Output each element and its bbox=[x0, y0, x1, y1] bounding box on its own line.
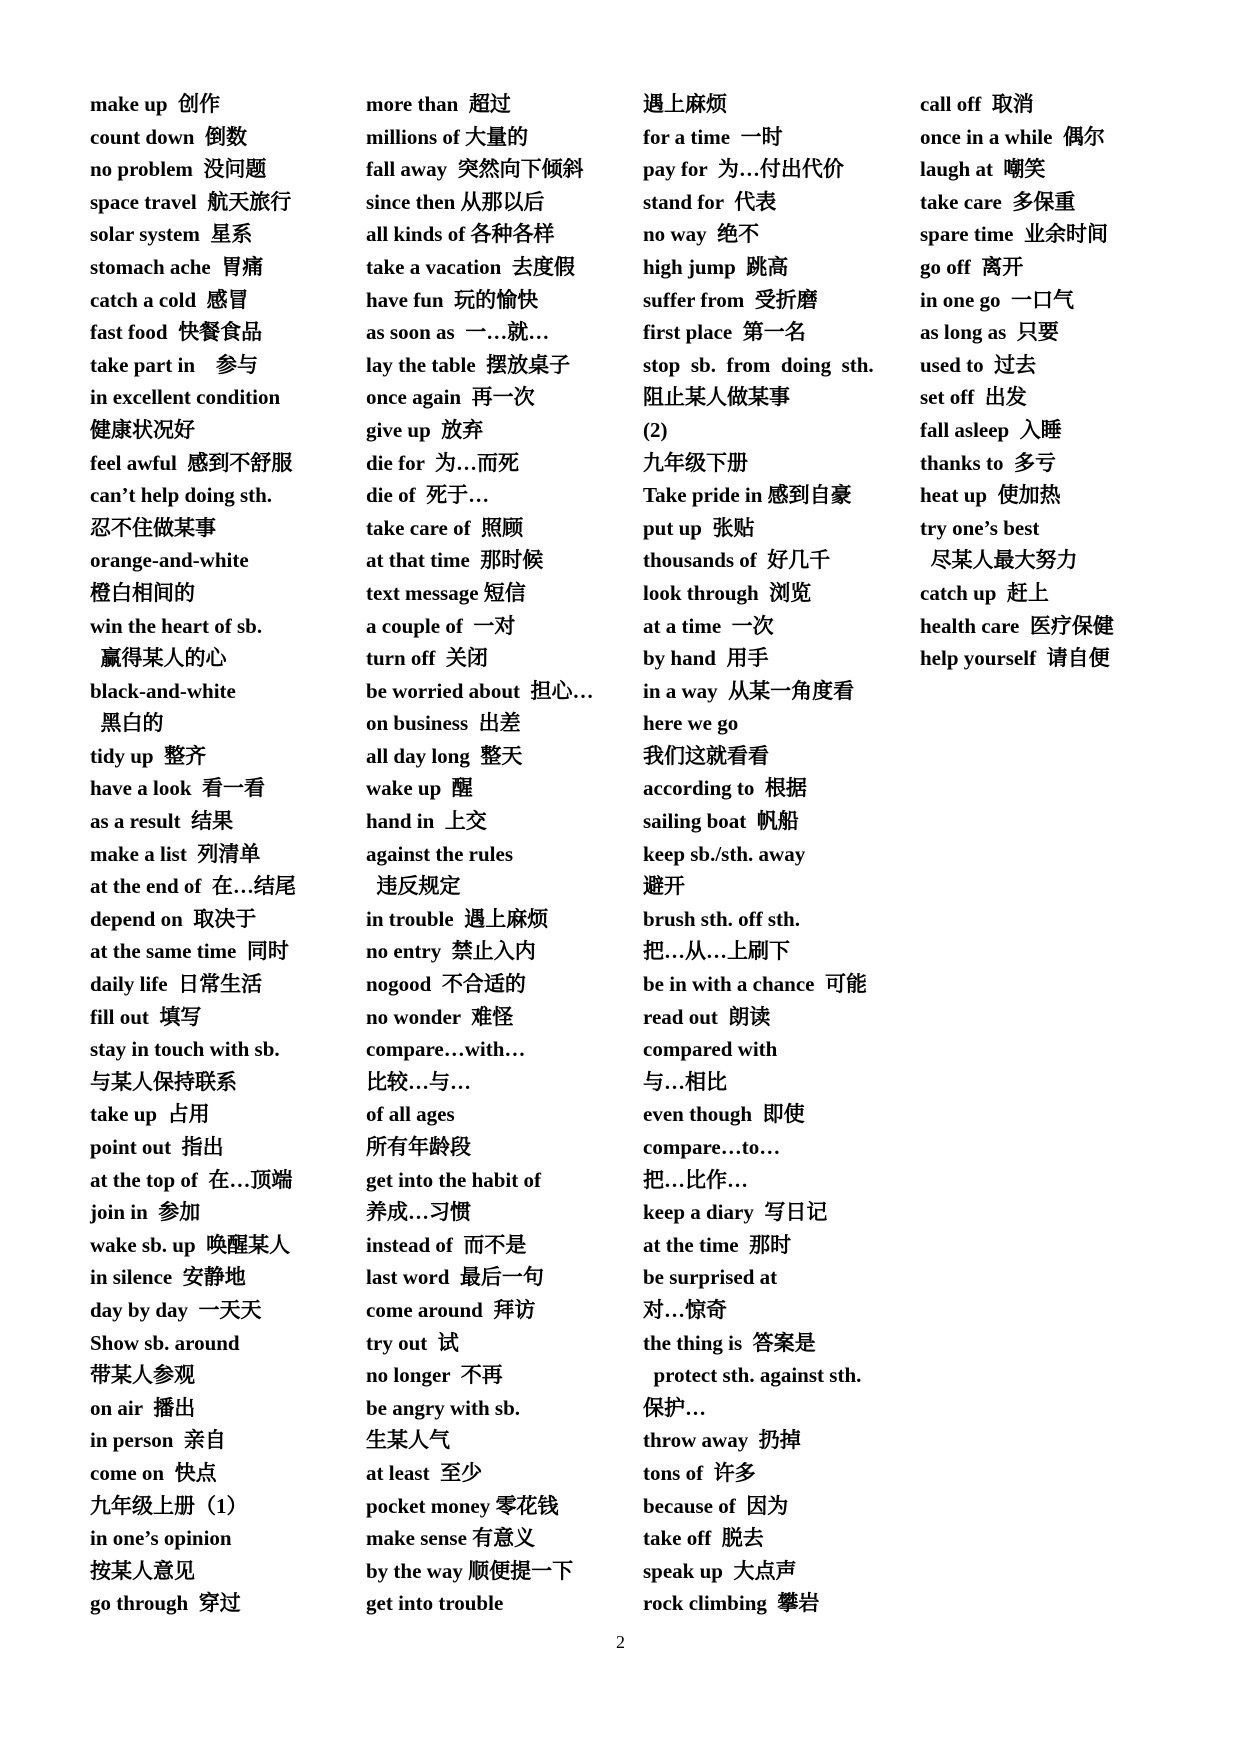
vocab-line: fast food 快餐食品 bbox=[90, 320, 263, 345]
vocab-line: laugh at 嘲笑 bbox=[920, 157, 1046, 182]
vocab-line: come on 快点 bbox=[90, 1460, 217, 1485]
vocab-line: count down 倒数 bbox=[90, 124, 247, 149]
vocab-line: (2) bbox=[643, 417, 668, 442]
vocab-line: no longer 不再 bbox=[366, 1363, 503, 1388]
vocab-line: wake up 醒 bbox=[366, 776, 473, 801]
vocab-line: 把…比作… bbox=[643, 1167, 748, 1192]
vocab-line: be in with a chance 可能 bbox=[643, 972, 868, 997]
vocab-line: compare…to… bbox=[643, 1135, 781, 1159]
vocab-line: be surprised at bbox=[643, 1265, 778, 1290]
vocab-line: take up 占用 bbox=[90, 1102, 210, 1127]
vocab-line: 赢得某人的心 bbox=[90, 646, 227, 671]
vocabulary-column-2 bbox=[366, 88, 636, 1620]
vocab-line: 避开 bbox=[643, 874, 685, 899]
vocab-line: 橙白相间的 bbox=[90, 580, 195, 605]
vocab-line: pay for 为…付出代价 bbox=[643, 157, 844, 182]
vocab-line: look through 浏览 bbox=[643, 580, 812, 605]
vocab-line: get into the habit of bbox=[366, 1167, 541, 1192]
vocab-line: nogood 不合适的 bbox=[366, 972, 526, 997]
vocab-line: in excellent condition bbox=[90, 385, 281, 410]
page-number: 2 bbox=[616, 1632, 625, 1652]
vocab-line: solar system 星系 bbox=[90, 222, 253, 247]
vocab-line: brush sth. off sth. bbox=[643, 906, 800, 931]
vocab-line: all kinds of 各种各样 bbox=[366, 222, 555, 247]
vocab-line: turn off 关闭 bbox=[366, 646, 488, 671]
vocab-line: at that time 那时候 bbox=[366, 548, 544, 573]
vocab-line: can’t help doing sth. bbox=[90, 483, 273, 508]
vocab-line: 九年级上册（1） bbox=[90, 1493, 248, 1518]
vocab-line: be worried about 担心… bbox=[366, 678, 594, 703]
vocab-line: for a time 一时 bbox=[643, 124, 783, 149]
vocab-line: go off 离开 bbox=[920, 254, 1024, 279]
vocab-line: give up 放弃 bbox=[366, 417, 484, 442]
vocab-line: 与…相比 bbox=[643, 1069, 727, 1094]
vocab-line: throw away 扔掉 bbox=[643, 1428, 801, 1453]
vocab-line: as soon as 一…就… bbox=[366, 320, 550, 345]
vocab-line: as a result 结果 bbox=[90, 809, 234, 834]
vocab-line: take care of 照顾 bbox=[366, 515, 524, 540]
vocab-line: feel awful 感到不舒服 bbox=[90, 450, 293, 475]
vocab-line: fall away 突然向下倾斜 bbox=[366, 157, 584, 182]
vocab-line: speak up 大点声 bbox=[643, 1558, 797, 1583]
vocab-line: of all ages bbox=[366, 1102, 455, 1127]
vocab-line: set off 出发 bbox=[920, 385, 1027, 410]
vocab-line: here we go bbox=[643, 711, 739, 736]
vocab-line: join in 参加 bbox=[90, 1200, 201, 1225]
vocab-line: pocket money 零花钱 bbox=[366, 1493, 559, 1518]
vocab-line: tons of 许多 bbox=[643, 1460, 756, 1485]
vocab-line: stay in touch with sb. bbox=[90, 1037, 280, 1062]
vocab-line: on business 出差 bbox=[366, 711, 521, 736]
vocab-line: in one’s opinion bbox=[90, 1526, 232, 1551]
vocab-line: first place 第一名 bbox=[643, 320, 806, 345]
vocab-line: sailing boat 帆船 bbox=[643, 809, 799, 834]
vocab-line: have fun 玩的愉快 bbox=[366, 287, 539, 312]
vocab-line: 我们这就看看 bbox=[643, 743, 769, 768]
vocab-line: according to 根据 bbox=[643, 776, 807, 801]
vocab-line: because of 因为 bbox=[643, 1493, 789, 1518]
vocab-line: at the top of 在…顶端 bbox=[90, 1167, 293, 1192]
vocab-line: more than 超过 bbox=[366, 92, 511, 116]
vocab-line: space travel 航天旅行 bbox=[90, 189, 292, 214]
vocab-line: fill out 填写 bbox=[90, 1004, 202, 1029]
vocab-line: instead of 而不是 bbox=[366, 1232, 527, 1257]
vocab-line: daily life 日常生活 bbox=[90, 972, 263, 997]
vocab-line: lay the table 摆放桌子 bbox=[366, 352, 571, 377]
vocab-line: have a look 看一看 bbox=[90, 776, 266, 801]
vocab-line: a couple of 一对 bbox=[366, 613, 516, 638]
vocab-line: read out 朗读 bbox=[643, 1004, 771, 1029]
vocab-line: health care 医疗保健 bbox=[920, 613, 1114, 638]
vocab-line: by hand 用手 bbox=[643, 646, 769, 671]
vocab-line: no wonder 难怪 bbox=[366, 1004, 514, 1029]
vocab-line: in one go 一口气 bbox=[920, 287, 1075, 312]
vocab-line: Show sb. around bbox=[90, 1330, 240, 1355]
vocab-line: no entry 禁止入内 bbox=[366, 939, 536, 964]
vocab-line: spare time 业余时间 bbox=[920, 222, 1109, 247]
vocab-line: hand in 上交 bbox=[366, 809, 487, 834]
vocab-line: stand for 代表 bbox=[643, 189, 777, 214]
vocab-line: win the heart of sb. bbox=[90, 613, 263, 638]
vocab-line: 所有年龄段 bbox=[366, 1135, 471, 1159]
vocab-line: 违反规定 bbox=[366, 874, 461, 899]
vocab-line: point out 指出 bbox=[90, 1135, 224, 1159]
vocab-line: 黑白的 bbox=[90, 711, 164, 736]
vocab-line: take care 多保重 bbox=[920, 189, 1076, 214]
vocab-line: by the way 顺便提一下 bbox=[366, 1558, 574, 1583]
vocab-line: take a vacation 去度假 bbox=[366, 254, 575, 279]
vocab-line: once in a while 偶尔 bbox=[920, 124, 1105, 149]
vocab-line: wake sb. up 唤醒某人 bbox=[90, 1232, 291, 1257]
vocab-line: thousands of 好几千 bbox=[643, 548, 831, 573]
vocab-line: make sense 有意义 bbox=[366, 1526, 536, 1551]
vocab-line: at the time 那时 bbox=[643, 1232, 792, 1257]
vocab-line: 对…惊奇 bbox=[643, 1297, 727, 1322]
vocab-line: orange-and-white bbox=[90, 548, 249, 573]
vocab-line: take off 脱去 bbox=[643, 1526, 764, 1551]
vocab-line: at a time 一次 bbox=[643, 613, 774, 638]
vocab-line: try one’s best bbox=[920, 515, 1040, 540]
vocab-line: die for 为…而死 bbox=[366, 450, 520, 475]
vocab-line: be angry with sb. bbox=[366, 1395, 521, 1420]
vocab-line: compare…with… bbox=[366, 1037, 526, 1062]
vocab-line: all day long 整天 bbox=[366, 743, 523, 768]
vocab-line: 尽某人最大努力 bbox=[920, 548, 1078, 573]
vocab-line: keep a diary 写日记 bbox=[643, 1200, 828, 1225]
vocab-line: try out 试 bbox=[366, 1330, 459, 1355]
vocab-line: in trouble 遇上麻烦 bbox=[366, 906, 549, 931]
vocab-line: 比较…与… bbox=[366, 1069, 471, 1094]
vocab-line: make up 创作 bbox=[90, 92, 221, 116]
vocab-line: even though 即使 bbox=[643, 1102, 805, 1127]
vocab-line: at the same time 同时 bbox=[90, 939, 289, 964]
vocab-line: no way 绝不 bbox=[643, 222, 760, 247]
vocab-line: last word 最后一句 bbox=[366, 1265, 544, 1290]
vocab-line: millions of 大量的 bbox=[366, 124, 529, 149]
vocab-line: 按某人意见 bbox=[90, 1558, 195, 1583]
vocab-line: as long as 只要 bbox=[920, 320, 1059, 345]
vocab-line: take part in 参与 bbox=[90, 352, 258, 377]
vocabulary-column-4 bbox=[920, 88, 1190, 675]
vocab-line: die of 死于… bbox=[366, 483, 490, 508]
vocab-line: 阻止某人做某事 bbox=[643, 385, 790, 410]
vocab-line: 九年级下册 bbox=[643, 450, 748, 475]
vocab-line: 生某人气 bbox=[366, 1428, 450, 1453]
vocab-line: 养成…习惯 bbox=[366, 1200, 471, 1225]
vocab-line: 忍不住做某事 bbox=[90, 515, 216, 540]
vocab-line: in a way 从某一角度看 bbox=[643, 678, 855, 703]
vocab-line: stop sb. from doing sth. bbox=[643, 352, 874, 377]
vocab-line: once again 再一次 bbox=[366, 385, 535, 410]
vocab-line: stomach ache 胃痛 bbox=[90, 254, 264, 279]
vocab-line: keep sb./sth. away bbox=[643, 841, 806, 866]
vocab-line: call off 取消 bbox=[920, 92, 1034, 116]
vocab-line: 带某人参观 bbox=[90, 1363, 195, 1388]
vocab-line: make a list 列清单 bbox=[90, 841, 261, 866]
vocab-line: 保护… bbox=[643, 1395, 706, 1420]
vocab-line: in person 亲自 bbox=[90, 1428, 226, 1453]
vocab-line: in silence 安静地 bbox=[90, 1265, 246, 1290]
vocab-line: 遇上麻烦 bbox=[643, 92, 727, 116]
vocab-line: at least 至少 bbox=[366, 1460, 483, 1485]
vocab-line: help yourself 请自便 bbox=[920, 646, 1110, 671]
vocab-line: Take pride in 感到自豪 bbox=[643, 483, 852, 508]
vocab-line: get into trouble bbox=[366, 1591, 504, 1616]
vocab-line: heat up 使加热 bbox=[920, 483, 1061, 508]
vocab-line: protect sth. against sth. bbox=[643, 1363, 862, 1388]
vocab-line: thanks to 多亏 bbox=[920, 450, 1056, 475]
vocab-line: catch up 赶上 bbox=[920, 580, 1049, 605]
vocab-line: put up 张贴 bbox=[643, 515, 755, 540]
vocabulary-column-1 bbox=[90, 88, 360, 1620]
vocab-line: compared with bbox=[643, 1037, 778, 1062]
vocab-line: on air 播出 bbox=[90, 1395, 196, 1420]
vocab-line: 把…从…上刷下 bbox=[643, 939, 790, 964]
vocabulary-column-3 bbox=[643, 88, 913, 1620]
vocab-line: 健康状况好 bbox=[90, 417, 195, 442]
vocab-line: come around 拜访 bbox=[366, 1297, 536, 1322]
vocab-line: against the rules bbox=[366, 841, 513, 866]
vocab-line: tidy up 整齐 bbox=[90, 743, 207, 768]
vocab-line: high jump 跳高 bbox=[643, 254, 789, 279]
vocab-line: day by day 一天天 bbox=[90, 1297, 262, 1322]
vocab-line: at the end of 在…结尾 bbox=[90, 874, 296, 899]
vocab-line: go through 穿过 bbox=[90, 1591, 241, 1616]
vocab-line: suffer from 受折磨 bbox=[643, 287, 818, 312]
vocab-line: used to 过去 bbox=[920, 352, 1037, 377]
vocab-line: depend on 取决于 bbox=[90, 906, 257, 931]
vocab-line: text message 短信 bbox=[366, 580, 526, 605]
vocab-line: catch a cold 感冒 bbox=[90, 287, 249, 312]
vocab-line: fall asleep 入睡 bbox=[920, 417, 1062, 442]
vocab-line: since then 从那以后 bbox=[366, 189, 545, 214]
vocab-line: black-and-white bbox=[90, 678, 236, 703]
vocab-line: the thing is 答案是 bbox=[643, 1330, 816, 1355]
vocab-line: rock climbing 攀岩 bbox=[643, 1591, 820, 1616]
vocab-line: 与某人保持联系 bbox=[90, 1069, 237, 1094]
vocab-line: no problem 没问题 bbox=[90, 157, 267, 182]
